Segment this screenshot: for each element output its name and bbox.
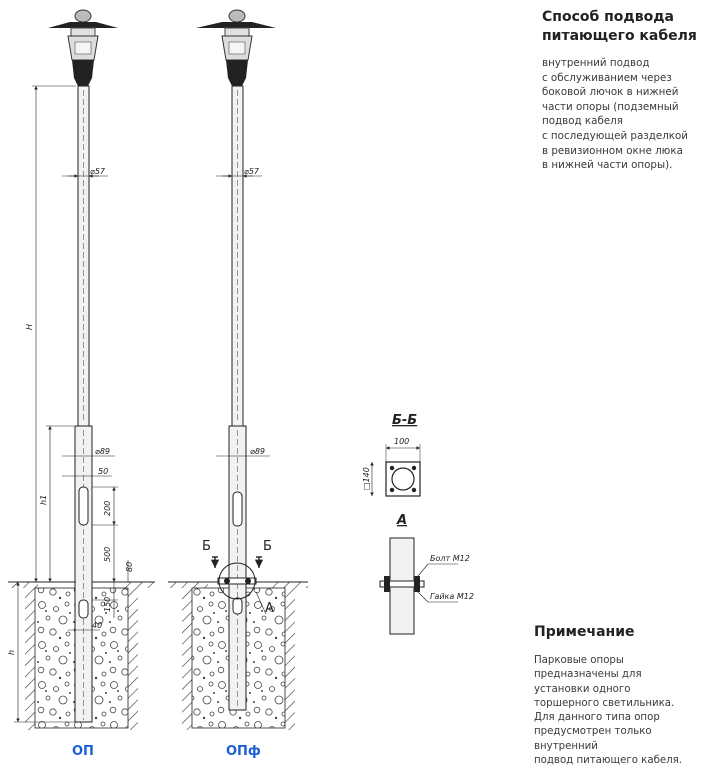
note-line: Для данного типа опор bbox=[534, 712, 660, 724]
marker-a: А bbox=[265, 601, 274, 616]
section-bb-title: Б-Б bbox=[392, 413, 418, 428]
cable-line: части опоры (подземный bbox=[542, 100, 679, 113]
dim-80: 80 bbox=[125, 561, 134, 572]
note-line: установки одного bbox=[534, 683, 631, 695]
left-pole-label: ОП bbox=[72, 744, 94, 759]
note-line: предназначены для bbox=[534, 669, 642, 681]
dim-d57-right: ⌀57 bbox=[244, 167, 259, 176]
cable-title-line1: Способ подвода bbox=[542, 9, 674, 25]
cable-line: подвод кабеля bbox=[542, 115, 623, 128]
note-title: Примечание bbox=[534, 624, 635, 640]
detail-a-nut: Гайка М12 bbox=[430, 592, 474, 601]
cable-line: в нижней части опоры). bbox=[542, 159, 673, 172]
note-text bbox=[534, 654, 699, 768]
section-bb-height: □140 bbox=[362, 467, 371, 490]
dim-200: 200 bbox=[103, 500, 112, 516]
dim-d89-left: ⌀89 bbox=[95, 447, 110, 456]
section-bb-width: 100 bbox=[394, 437, 410, 446]
note-panel bbox=[534, 624, 699, 768]
cable-line: в ревизионном окне люка bbox=[542, 144, 683, 157]
dim-H: H bbox=[25, 323, 34, 330]
cable-method-panel bbox=[542, 8, 697, 173]
cable-line: внутренний подвод bbox=[542, 57, 650, 69]
note-line: торшерного светильника. bbox=[534, 697, 675, 709]
dim-500: 500 bbox=[103, 546, 112, 562]
dim-40: 40 bbox=[92, 621, 103, 630]
marker-b-left: Б bbox=[202, 539, 211, 554]
dim-d57-left: ⌀57 bbox=[90, 167, 105, 176]
dim-d89-right: ⌀89 bbox=[250, 447, 265, 456]
detail-a-bolt: Болт М12 bbox=[430, 554, 470, 563]
cable-method-title bbox=[542, 8, 697, 46]
cable-line: с обслуживанием через bbox=[542, 71, 672, 84]
cable-method-text bbox=[542, 56, 697, 173]
dim-h: h bbox=[7, 649, 16, 655]
cable-line: боковой лючок в нижней bbox=[542, 86, 679, 99]
detail-a-title: А bbox=[397, 513, 408, 528]
cable-title-line2: питающего кабеля bbox=[542, 28, 697, 44]
note-line: подвод питающего кабеля. bbox=[534, 755, 683, 767]
left-pole-assembly bbox=[8, 10, 155, 730]
note-line: предусмотрен только внутренний bbox=[534, 726, 652, 752]
marker-b-right: Б bbox=[263, 539, 272, 554]
right-pole-label: ОПф bbox=[226, 744, 261, 759]
dim-h1: h1 bbox=[39, 494, 48, 505]
dim-50: 50 bbox=[98, 467, 109, 476]
cable-line: с последующей разделкой bbox=[542, 129, 688, 142]
right-pole-assembly bbox=[168, 10, 308, 730]
section-bb bbox=[372, 444, 420, 496]
dim-150: 150 bbox=[103, 596, 112, 612]
detail-a bbox=[380, 538, 458, 634]
note-line: Парковые опоры bbox=[534, 655, 624, 666]
